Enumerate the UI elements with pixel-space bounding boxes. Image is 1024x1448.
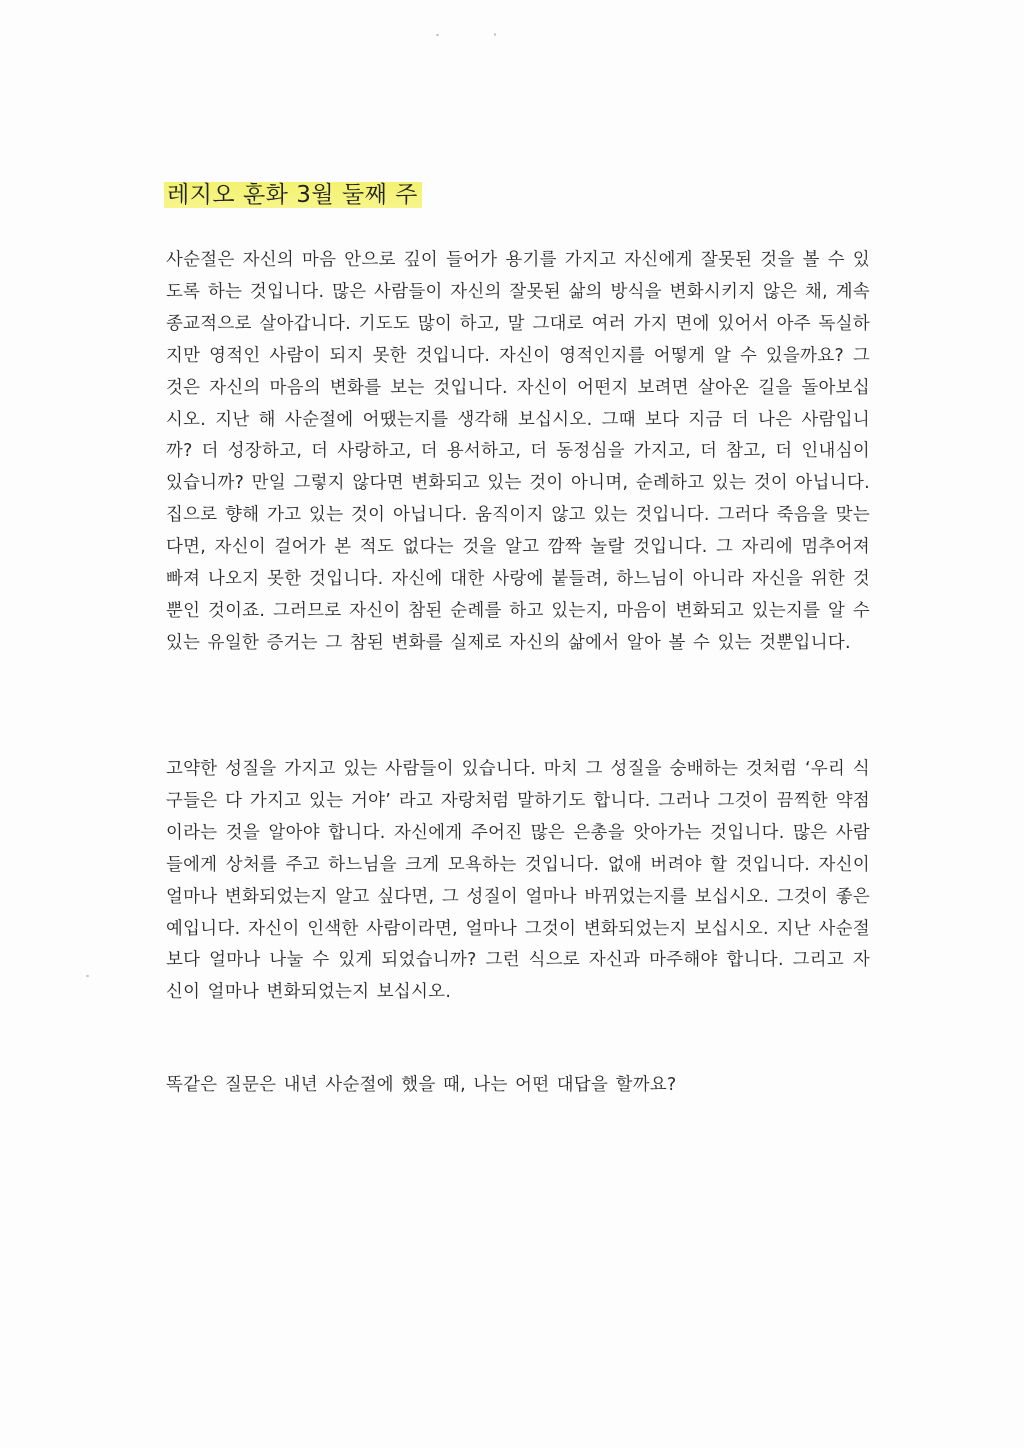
paragraph-2: 고약한 성질을 가지고 있는 사람들이 있습니다. 마치 그 성질을 숭배하는 것처럼 ‘우리 식구들은 다 가지고 있는 거야’ 라고 자랑처럼 말하기도 합니다. 그러나 그것이 끔찍한 약점이라는 것을 알아야 합니다. 자신에게 주어진 많은 은총을 앗아가는 것입니다. 많은 사람들에게 상처를 주고 하느님을 크게 모욕하는 것입니다. 없애 버려야 할 것입니다. 자신이 얼마나 변화되었는지 알고 싶다면, 그 성질이 얼마나 바뀌었는지를 보십시오. 그것이 좋은 예입니다. 자신이 인색한 사람이라면, 얼마나 그것이 변화되었는지 보십시오. 지난 사순절보다 얼마나 나눌 수 있게 되었습니까? 그런 식으로 자신과 마주해야 합니다. 그리고 자신이 얼마나 변화되었는지 보십시오. <box>166 759 870 1003</box>
scan-speck <box>494 33 496 36</box>
paragraph-3: 똑같은 질문은 내년 사순절에 했을 때, 나는 어떤 대답을 할까요? <box>166 1075 677 1095</box>
scan-speck <box>86 975 89 977</box>
paragraph-1: 사순절은 자신의 마음 안으로 깊이 들어가 용기를 가지고 자신에게 잘못된 것을 볼 수 있도록 하는 것입니다. 많은 사람들이 자신의 잘못된 삶의 방식을 변화시키지 않은 채, 계속 종교적으로 살아갑니다. 기도도 많이 하고, 말 그대로 여러 가지 면에 있어서 아주 독실하지만 영적인 사람이 되지 못한 것입니다. 자신이 영적인지를 어떻게 알 수 있을까요? 그것은 자신의 마음의 변화를 보는 것입니다. 자신이 어떤지 보려면 살아온 길을 돌아보십시오. 지난 해 사순절에 어땠는지를 생각해 보십시오. 그때 보다 지금 더 나은 사람입니까? 더 성장하고, 더 사랑하고, 더 용서하고, 더 동정심을 가지고, 더 참고, 더 인내심이 있습니까? 만일 그렇지 않다면 변화되고 있는 것이 아니며, 순례하고 있는 것이 아닙니다. 집으로 향해 가고 있는 것이 아닙니다. 움직이지 않고 있는 것입니다. 그러다 죽음을 맞는다면, 자신이 걸어가 본 적도 없다는 것을 알고 깜짝 놀랄 것입니다. 그 자리에 멈추어져 빠져 나오지 못한 것입니다. 자신에 대한 사랑에 붙들려, 하느님이 아니라 자신을 위한 것뿐인 것이죠. 그러므로 자신이 참된 순례를 하고 있는지, 마음이 변화되고 있는지를 알 수 있는 유일한 증거는 그 참된 변화를 실제로 자신의 삶에서 알아 볼 수 있는 것뿐입니다. <box>166 250 870 653</box>
document-title: 레지오 훈화 3월 둘째 주 <box>164 178 422 212</box>
scan-speck <box>436 34 439 36</box>
title-wrap <box>164 178 422 212</box>
